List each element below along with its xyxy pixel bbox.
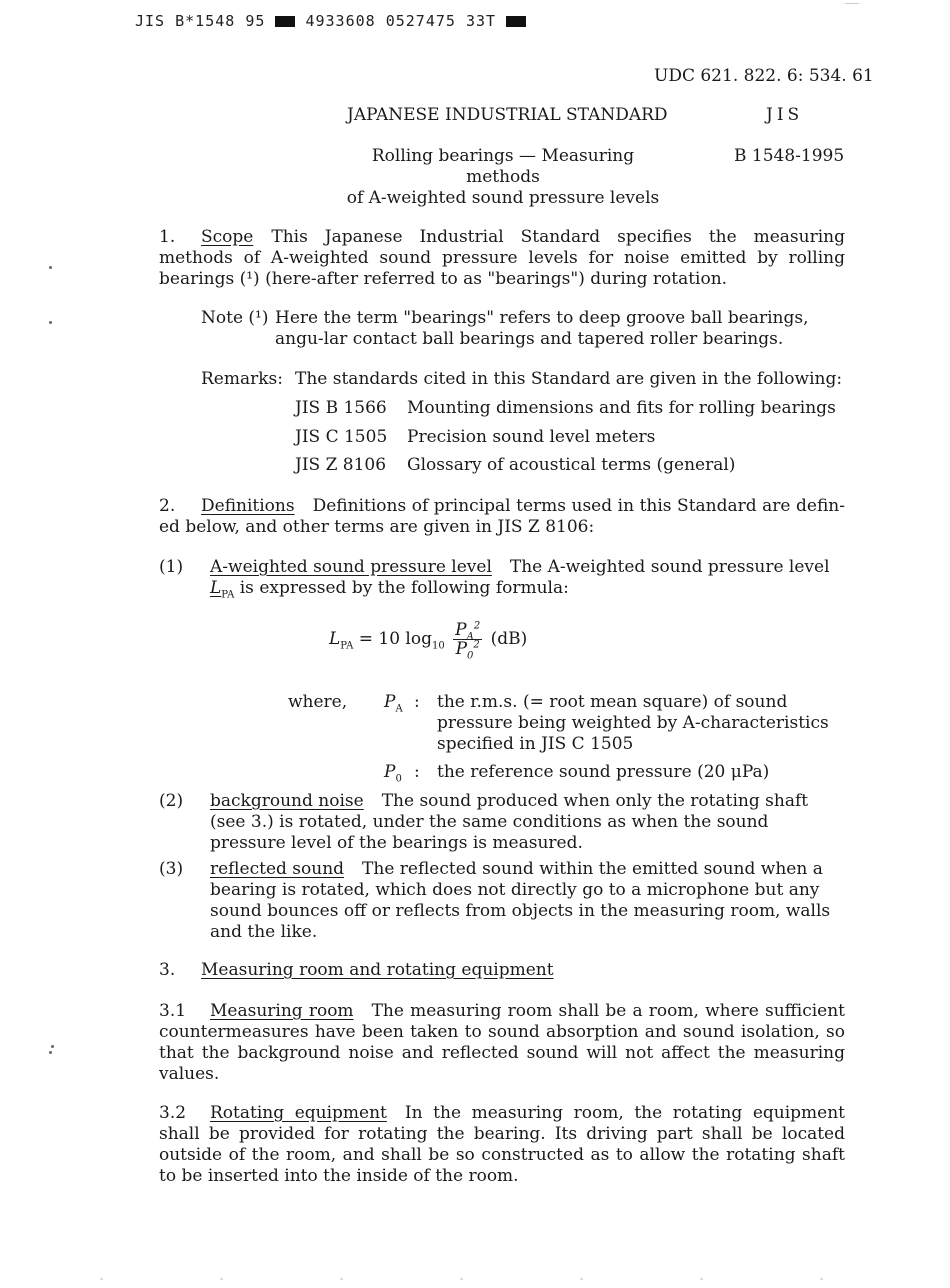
scan-bottom-artifacts bbox=[100, 1278, 860, 1280]
title-line-2: of A-weighted sound pressure levels bbox=[346, 188, 660, 208]
symbol-lpa: $L_{PA}$ bbox=[210, 578, 235, 601]
scan-speck bbox=[51, 1045, 54, 1048]
note-text: Here the term "bearings" refers to deep groove ball bearings, angu-lar contact ball bearings and tapered roller bearings. bbox=[275, 308, 809, 349]
definition-text: is expressed by the following formula: bbox=[239, 578, 569, 598]
section-number: 1. bbox=[159, 227, 176, 247]
note-label: Note (¹) bbox=[201, 308, 269, 328]
definition-item bbox=[210, 859, 840, 943]
reference-title: Precision sound level meters bbox=[407, 427, 656, 447]
defined-term: background noise bbox=[210, 791, 364, 811]
section-text: In the measuring room, the rotating equipment shall be provided for rotating the bearing. Its driving part shall be located outside of the room, and shall be so constructed as to allow the rotating shaft to be inserted into the inside of the room. bbox=[159, 1103, 845, 1186]
definitions-section bbox=[159, 496, 845, 538]
standard-number: B 1548-1995 bbox=[734, 146, 845, 166]
section-3-heading bbox=[159, 960, 845, 981]
definition-text: The sound produced when only the rotating shaft (see 3.) is rotated, under the same conditions as when the sound pressure level of the bearings is measured. bbox=[210, 791, 809, 853]
section-3-1 bbox=[159, 1001, 845, 1085]
scan-speck bbox=[49, 321, 52, 324]
reference-code: JIS Z 8106 bbox=[295, 455, 387, 475]
symbol-colon: : bbox=[414, 692, 420, 712]
formula-unit: (dB) bbox=[490, 629, 528, 649]
remarks-label: Remarks: bbox=[201, 369, 283, 389]
document-title bbox=[338, 146, 668, 209]
section-text: Definitions of principal terms used in this Standard are defin-ed below, and other terms are given in JIS Z 8106: bbox=[159, 496, 845, 537]
section-heading: Scope bbox=[201, 227, 254, 247]
symbol-definition: the reference sound pressure (20 μPa) bbox=[437, 762, 770, 782]
section-text: This Japanese Industrial Standard specifies the measuring methods of A-weighted sound pressure levels for noise emitted by rolling bearings (¹) (here-after referred to as "bearings") during rotation. bbox=[159, 227, 845, 289]
section-number: 2. bbox=[159, 496, 176, 516]
reference-title: Mounting dimensions and fits for rolling bearings bbox=[407, 398, 836, 418]
section-number: 3.2 bbox=[159, 1103, 187, 1123]
definition-text: The reflected sound within the emitted sound when a bearing is rotated, which does not directly go to a microphone but any sound bounces off or reflects from objects in the measuring room, walls and the like. bbox=[210, 859, 831, 942]
definition-item bbox=[210, 557, 840, 599]
title-line-1: Rolling bearings — Measuring methods bbox=[371, 146, 635, 187]
formula-numerator: $P_A^2$ bbox=[455, 620, 481, 643]
definition-item bbox=[210, 791, 840, 854]
item-number: (1) bbox=[159, 557, 184, 577]
section-number: 3. bbox=[159, 960, 176, 980]
formula-equals-log: = 10 log bbox=[358, 629, 432, 649]
formula-denominator: $P_0^2$ bbox=[455, 639, 480, 662]
formula-lhs: L bbox=[329, 629, 341, 649]
definition-text: The A-weighted sound pressure level bbox=[509, 557, 830, 577]
symbol-colon: : bbox=[414, 762, 420, 782]
reference-title: Glossary of acoustical terms (general) bbox=[407, 455, 736, 475]
defined-term: reflected sound bbox=[210, 859, 345, 879]
section-heading: Measuring room bbox=[210, 1001, 354, 1021]
section-heading: Definitions bbox=[201, 496, 295, 516]
udc-number: UDC 621. 822. 6: 534. 61 bbox=[654, 66, 874, 86]
scope-section bbox=[159, 227, 845, 290]
section-number: 3.1 bbox=[159, 1001, 187, 1021]
barcode-block bbox=[275, 16, 295, 27]
reference-code: JIS B 1566 bbox=[295, 398, 387, 418]
formula-fraction bbox=[453, 620, 482, 662]
section-heading: Rotating equipment bbox=[210, 1103, 387, 1123]
symbol-p0: $P_0$ bbox=[384, 762, 402, 785]
document-code: JIS B*1548 95 bbox=[135, 12, 266, 30]
section-heading: Measuring room and rotating equipment bbox=[201, 960, 554, 980]
section-text: The measuring room shall be a room, where sufficient countermeasures have been taken to sound absorption and sound isolation, so that the background noise and reflected sound will not affect the measuring values. bbox=[159, 1001, 845, 1084]
item-number: (2) bbox=[159, 791, 184, 811]
remarks-intro: The standards cited in this Standard are given in the following: bbox=[295, 369, 843, 389]
symbol-pa: $P_A$ bbox=[384, 692, 403, 715]
formula-lpa: $L_{PA} = 10$ $\log_{10}$ $\frac{P_A^2}{P_0^2}$ (dB) bbox=[329, 620, 528, 662]
item-number: (3) bbox=[159, 859, 184, 879]
scan-speck bbox=[49, 1051, 52, 1054]
standard-organization: JAPANESE INDUSTRIAL STANDARD bbox=[347, 105, 668, 125]
document-serial: 4933608 0527475 33T bbox=[305, 12, 497, 30]
note-block bbox=[201, 308, 841, 352]
where-label: where, bbox=[288, 692, 348, 712]
jis-mark: JIS bbox=[766, 105, 804, 125]
symbol-definition: the r.m.s. (= root mean square) of sound pressure being weighted by A-characteristics specified in JIS C 1505 bbox=[437, 692, 829, 754]
defined-term: A-weighted sound pressure level bbox=[210, 557, 492, 577]
barcode-block bbox=[506, 16, 526, 27]
document-code-strip bbox=[135, 11, 526, 32]
scan-speck bbox=[49, 266, 52, 269]
reference-code: JIS C 1505 bbox=[295, 427, 388, 447]
scan-artifact-line bbox=[845, 3, 859, 4]
section-3-2 bbox=[159, 1103, 845, 1187]
